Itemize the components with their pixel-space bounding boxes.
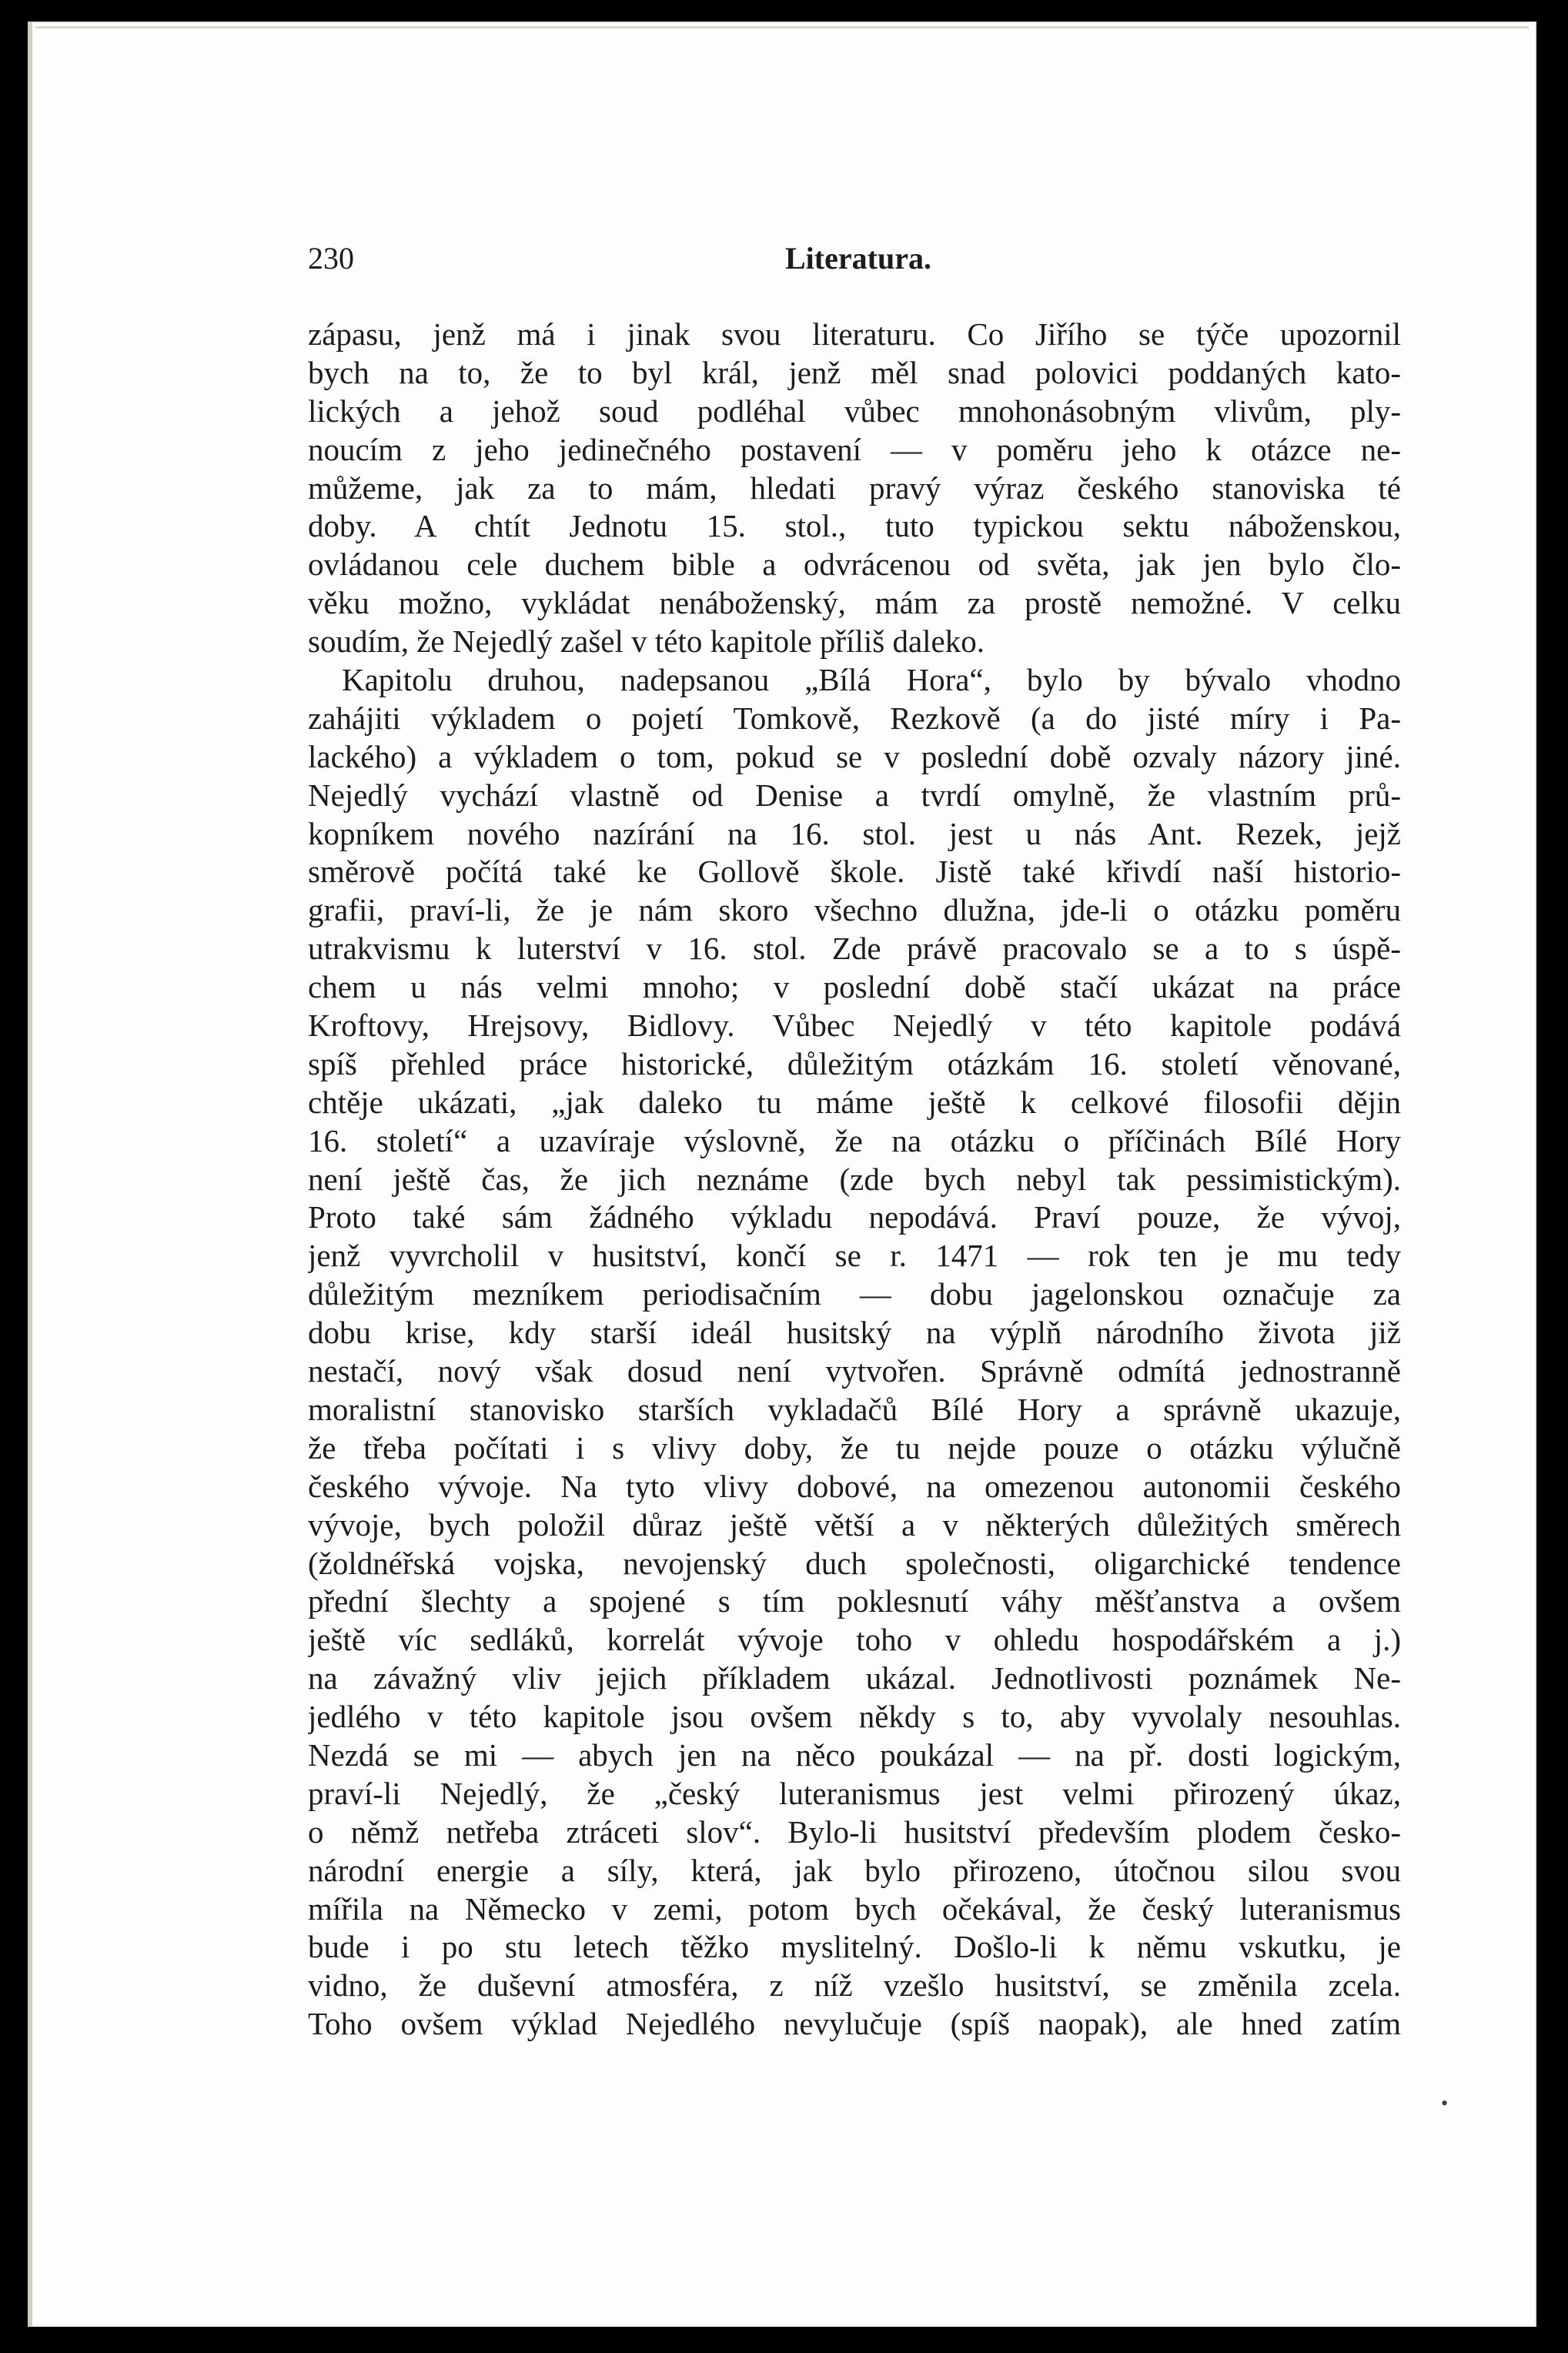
text-line: národní energie a síly, která, jak bylo přirozeno, útočnou silou svou — [308, 1852, 1401, 1888]
text-line: nestačí, nový však dosud není vytvořen. Správně odmítá jednostranně — [308, 1353, 1401, 1389]
text-line: chem u nás velmi mnoho; v poslední době stačí ukázat na práce — [308, 969, 1401, 1005]
text-line: moralistní stanovisko starších vykladačů Bílé Hory a správně ukazuje, — [308, 1391, 1401, 1427]
text-line: Nejedlý vychází vlastně od Denise a tvrdí omylně, že vlastním prů- — [308, 777, 1401, 813]
text-line: Nezdá se mi — abych jen na něco poukázal — na př. dosti logickým, — [308, 1736, 1401, 1773]
text-line: spíš přehled práce historické, důležitým otázkám 16. století věnované, — [308, 1045, 1401, 1081]
text-line: doby. A chtít Jednotu 15. stol., tuto typickou sektu náboženskou, — [308, 508, 1401, 544]
text-line: ovládanou cele duchem bible a odvrácenou od světa, jak jen bylo člo- — [308, 546, 1401, 583]
text-line: českého vývoje. Na tyto vlivy dobové, na omezenou autonomii českého — [308, 1468, 1401, 1504]
text-line: není ještě čas, že jich neznáme (zde bych nebyl tak pessimistickým). — [308, 1161, 1401, 1197]
text-line: 16. století“ a uzavíraje výslovně, že na otázku o příčinách Bílé Hory — [308, 1122, 1401, 1158]
text-line: přední šlechty a spojené s tím poklesnutí váhy měšťanstva a ovšem — [308, 1583, 1401, 1619]
text-line: vidno, že duševní atmosféra, z níž vzešlo husitství, se změnila zcela. — [308, 1967, 1401, 2004]
text-line: Kapitolu druhou, nadepsanou „Bílá Hora“, bylo by bývalo vhodno — [342, 662, 1401, 698]
text-line: praví-li Nejedlý, že „český luteranismus jest velmi přirozený úkaz, — [308, 1775, 1401, 1811]
page-left-edge — [28, 22, 32, 2327]
text-line: bude i po stu letech těžko myslitelný. Došlo-li k němu vskutku, je — [308, 1929, 1401, 1965]
text-line: důležitým mezníkem periodisačním — dobu jagelonskou označuje za — [308, 1276, 1401, 1312]
text-line: (žoldnéřská vojska, nevojenský duch společnosti, oligarchické tendence — [308, 1545, 1401, 1581]
text-line: dobu krise, kdy starší ideál husitský na výplň národního života již — [308, 1315, 1401, 1351]
page-number: 230 — [308, 241, 354, 276]
text-line: vývoje, bych položil důraz ještě větší a v některých důležitých směrech — [308, 1506, 1401, 1542]
text-line: bych na to, že to byl král, jenž měl snad polovici poddaných kato- — [308, 354, 1401, 390]
text-line: utrakvismu k luterství v 16. stol. Zde právě pracovalo se a to s úspě- — [308, 931, 1401, 967]
text-line: jedlého v této kapitole jsou ovšem někdy s to, aby vyvolaly nesouhlas. — [308, 1699, 1401, 1735]
text-line: kopníkem nového nazírání na 16. stol. jest u nás Ant. Rezek, jejž — [308, 815, 1401, 851]
text-line: Proto také sám žádného výkladu nepodává. Praví pouze, že vývoj, — [308, 1199, 1401, 1235]
running-title: Literatura. — [785, 241, 931, 276]
text-line: ještě víc sedláků, korrelát vývoje toho v ohledu hospodářském a j.) — [308, 1622, 1401, 1658]
text-line: chtěje ukázati, „jak daleko tu máme ještě k celkové filosofii dějin — [308, 1084, 1401, 1120]
text-line: lackého) a výkladem o tom, pokud se v poslední době ozvaly názory jiné. — [308, 738, 1401, 774]
text-line: o němž netřeba ztráceti slov“. Bylo-li husitství především plodem česko- — [308, 1813, 1401, 1850]
text-line: věku možno, vykládat nenáboženský, mám za prostě nemožné. V celku — [308, 585, 1401, 621]
text-line: zahájiti výkladem o pojetí Tomkově, Rezkově (a do jisté míry i Pa- — [308, 700, 1401, 736]
text-line: mířila na Německo v zemi, potom bych očekával, že český luteranismus — [308, 1890, 1401, 1927]
text-line: lických a jehož soud podléhal vůbec mnohonásobným vlivům, ply- — [308, 393, 1401, 429]
text-line: Kroftovy, Hrejsovy, Bidlovy. Vůbec Nejedlý v této kapitole podává — [308, 1008, 1401, 1044]
text-line: noucím z jeho jedinečného postavení — v poměru jeho k otázce ne- — [308, 431, 1401, 467]
text-line: grafii, praví-li, že je nám skoro všechno dlužna, jde-li o otázku poměru — [308, 892, 1401, 928]
text-line: na závažný vliv jejich příkladem ukázal. Jednotlivosti poznámek Ne- — [308, 1660, 1401, 1696]
text-line: Toho ovšem výklad Nejedlého nevylučuje (spíš naopak), ale hned zatím — [308, 2006, 1401, 2042]
page-top-edge — [35, 26, 1529, 28]
text-line: jenž vyvrcholil v husitství, končí se r. 1471 — rok ten je mu tedy — [308, 1238, 1401, 1274]
text-line: můžeme, jak za to mám, hledati pravý výraz českého stanoviska té — [308, 470, 1401, 506]
text-line: směrově počítá také ke Gollově škole. Jistě také křivdí naší historio- — [308, 854, 1401, 890]
running-head — [308, 240, 1401, 286]
text-line: soudím, že Nejedlý zašel v této kapitole příliš daleko. — [308, 623, 985, 660]
margin-mark: • — [1441, 2092, 1449, 2114]
body-text — [308, 316, 1401, 2044]
text-line: že třeba počítati i s vlivy doby, že tu nejde pouze o otázku výlučně — [308, 1429, 1401, 1466]
text-line: zápasu, jenž má i jinak svou literaturu. Co Jiřího se týče upozornil — [308, 316, 1401, 352]
